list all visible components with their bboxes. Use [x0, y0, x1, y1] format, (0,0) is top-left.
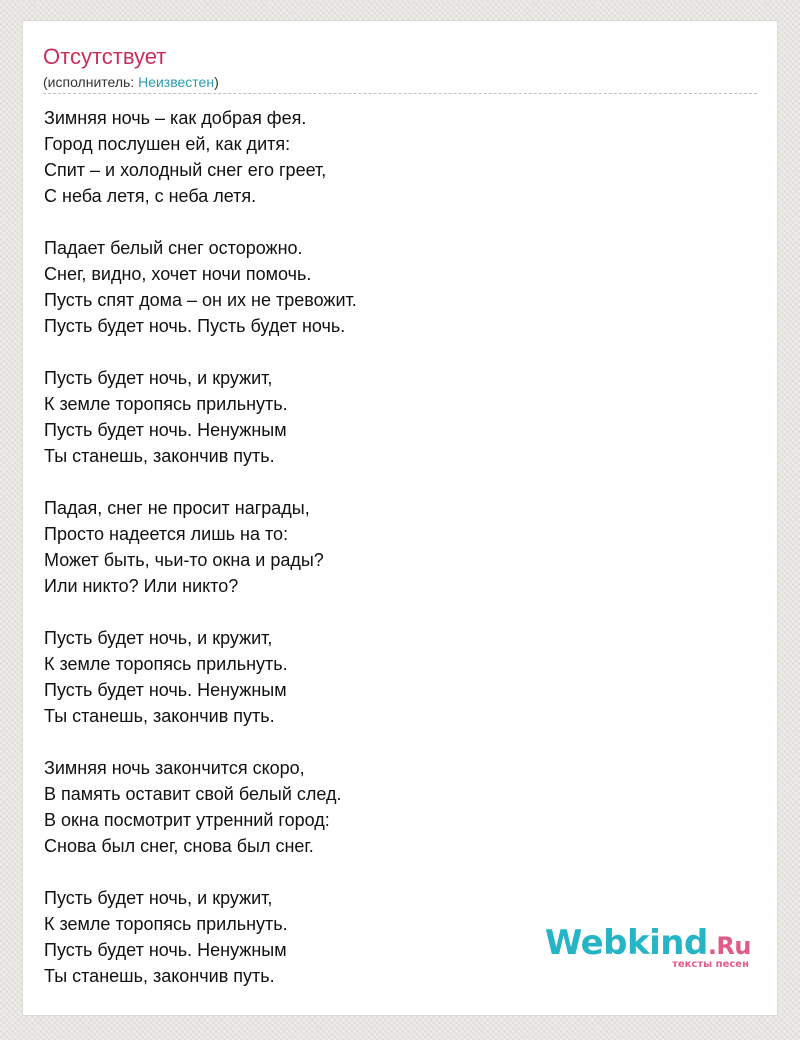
lyrics-line: Может быть, чьи-то окна и рады? [44, 550, 324, 570]
artist-line [43, 73, 219, 91]
lyrics-line: Город послушен ей, как дитя: [44, 134, 291, 154]
song-title: Отсутствует [43, 44, 167, 69]
lyrics-stanza [44, 495, 744, 599]
lyrics-stanza [44, 755, 744, 859]
lyrics-line: Пусть будет ночь. Ненужным [44, 680, 287, 700]
logo-tld: .Ru [707, 932, 751, 960]
lyrics-stanza [44, 235, 744, 339]
lyrics-stanza [44, 105, 744, 209]
lyrics-stanza [44, 625, 744, 729]
lyrics-line: В окна посмотрит утренний город: [44, 810, 330, 830]
lyrics-line: Просто надеется лишь на то: [44, 524, 289, 544]
lyrics-line: Пусть будет ночь, и кружит, [44, 368, 273, 388]
lyrics-line: Ты станешь, закончив путь. [44, 966, 275, 986]
logo-tagline: тексты песен [672, 959, 749, 970]
lyrics-line: К земле торопясь прильнуть. [44, 654, 288, 674]
lyrics-line: Пусть будет ночь, и кружит, [44, 628, 273, 648]
lyrics-line: К земле торопясь прильнуть. [44, 394, 288, 414]
lyrics-line: Пусть будет ночь. Ненужным [44, 420, 287, 440]
lyrics-line: В память оставит свой белый след. [44, 784, 342, 804]
artist-suffix: ) [214, 74, 219, 90]
lyrics-card [22, 20, 778, 1016]
lyrics-line: Пусть будет ночь, и кружит, [44, 888, 273, 908]
lyrics-line: Ты станешь, закончив путь. [44, 446, 275, 466]
lyrics-line: Пусть будет ночь. Пусть будет ночь. [44, 316, 346, 336]
lyrics-line: Снег, видно, хочет ночи помочь. [44, 264, 312, 284]
logo-brand-text: Webkind [544, 923, 708, 963]
lyrics-line: Или никто? Или никто? [44, 576, 239, 596]
lyrics-text [44, 105, 744, 989]
artist-link[interactable]: Неизвестен [138, 74, 215, 90]
lyrics-line: Снова был снег, снова был снег. [44, 836, 314, 856]
lyrics-line: Падая, снег не просит награды, [44, 498, 310, 518]
lyrics-line: Спит – и холодный снег его греет, [44, 160, 327, 180]
webkind-logo [545, 923, 751, 975]
lyrics-line: Падает белый снег осторожно. [44, 238, 303, 258]
lyrics-line: Зимняя ночь – как добрая фея. [44, 108, 307, 128]
lyrics-line: К земле торопясь прильнуть. [44, 914, 288, 934]
artist-prefix: (исполнитель: [43, 74, 139, 90]
lyrics-stanza [44, 365, 744, 469]
lyrics-line: Зимняя ночь закончится скоро, [44, 758, 305, 778]
lyrics-line: Ты станешь, закончив путь. [44, 706, 275, 726]
header-divider [43, 93, 757, 94]
lyrics-line: С неба летя, с неба летя. [44, 186, 257, 206]
lyrics-line: Пусть будет ночь. Ненужным [44, 940, 287, 960]
lyrics-line: Пусть спят дома – он их не тревожит. [44, 290, 357, 310]
